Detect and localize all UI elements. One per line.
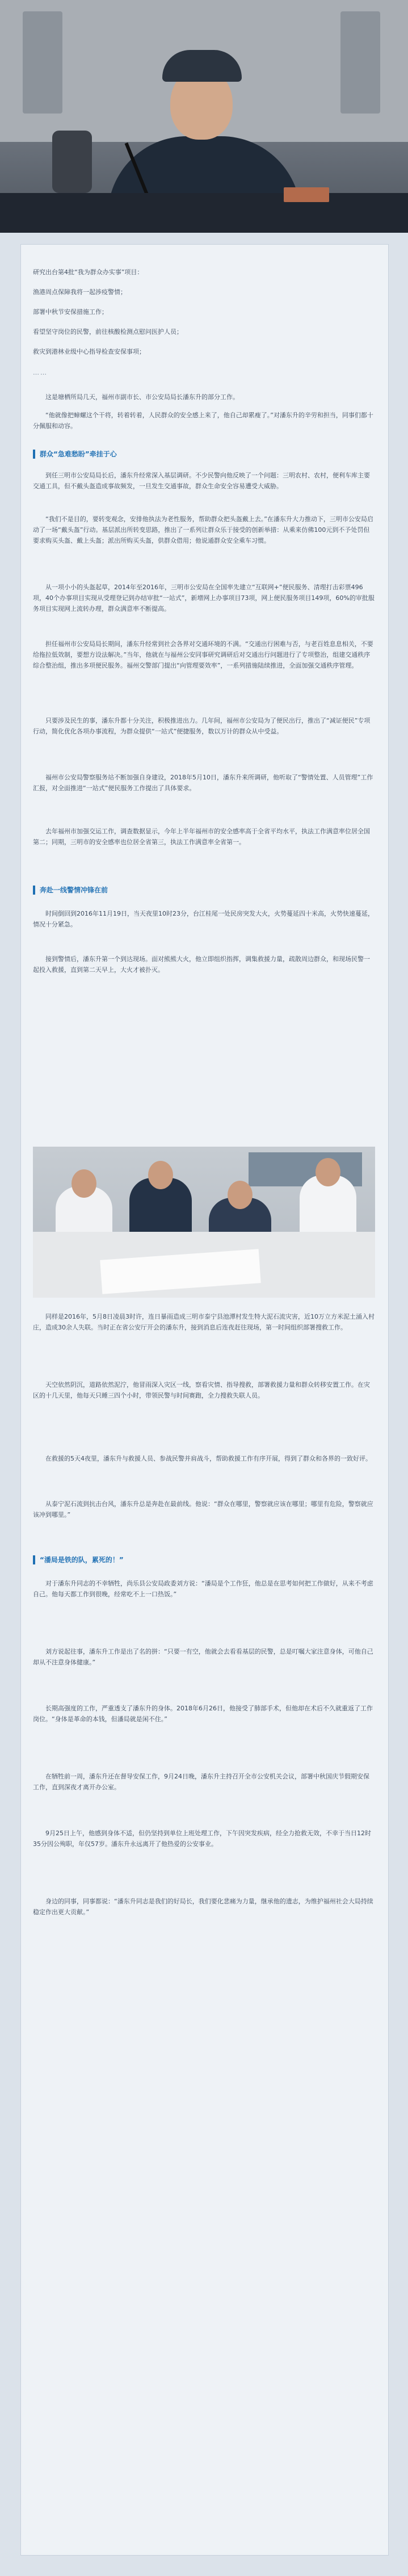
photo-head-3 xyxy=(228,1181,253,1209)
paragraph-b1: 到任三明市公安局局长后，潘东升经常深入基层调研。不少民警向他反映了一个问题：三明农村、农村，便利车库主要交通工具，但不戴头盔造成事故频发，一旦发生交通事故，群众生命安全容易遭受大威胁。 xyxy=(33,472,370,490)
ellipsis-divider: …… xyxy=(33,369,48,376)
photo-head-4 xyxy=(316,1158,340,1186)
paragraph-e3: 长期高强度的工作，严重透支了潘东升的身体。2018年6月26日，他接受了肺部手术，但他却在术后不久就重返了工作岗位。“身体是革命的本钱，但潘局就是闲不住。” xyxy=(33,1705,373,1723)
paragraph-a2: “他就像把蟑螺这个干将，转着转着，人民群众的安全感上来了，他自己却累瘦了。”对潘东升的辛劳和担当，同事们都十分佩服和动容。 xyxy=(33,412,373,430)
intro-item-1: 研究出台第4批“我为群众办实事”项目： xyxy=(33,268,144,276)
paragraph-b7: 去年福州市加强交运工作，调查数据显示，今年上半年福州市的安全感率高于全省平均水平，执法工作满意率位居全国第二；同期，三明市的安全感率也位居全省第三，执法工作满意率全省第一。 xyxy=(33,828,370,846)
paragraph-c1: 时间倒回到2016年11月19日，当天夜里10时23分，台江桂尾一处民房突发大火，火势蔓延四十米高，火势快速蔓延，情况十分紧急。 xyxy=(33,910,374,928)
hero-flag-left xyxy=(23,11,62,114)
paragraph-b5: 只要涉及民生的事，潘东升都十分关注，积极推进出力。几年间，福州市公安局为了便民出行，推出了“减证便民”专项行动，简化优化各项办事流程，为群众提供“一站式”便捷服务，数以万计的群众从中受益。 xyxy=(33,717,371,735)
hero-nameplate xyxy=(284,187,329,202)
paragraph-e2: 刘方说起往事，潘东升工作是出了名的拼：“只要一有空，他就会去看看基层的民警，总是叮嘱大家注意身体，可他自己却从不注意身体健康。” xyxy=(33,1648,373,1666)
hero-person-cap xyxy=(162,50,242,82)
paragraph-e1: 对于潘东升同志的不幸牺牲，尚乐县公安局政委刘方说：“潘局是个工作狂，他总是在思考如何把工作做好，从来不考虑自己。他每天都工作到很晚，经常吃不上一口热饭。” xyxy=(33,1580,373,1598)
section-title-1: 群众“急难愁盼”牵挂于心 xyxy=(33,450,117,459)
hero-photo xyxy=(0,0,408,233)
hero-chair xyxy=(52,131,92,193)
paragraph-e5: 9月25日上午，他感到身体不适，但仍坚持到单位上班处理工作，下午因突发疾病，经全力抢救无效，不幸于当日12时35分因公殉职，年仅57岁。潘东升永远离开了他热爱的公安事业。 xyxy=(33,1830,371,1848)
paragraph-c2: 接到警情后，潘东升第一个到达现场。面对熊熊大火，他立即组织指挥，调集救援力量，疏散周边群众，和现场民警一起投入救援，直到第二天早上，大火才被扑灭。 xyxy=(33,955,370,974)
photo-head-1 xyxy=(71,1169,96,1198)
paragraph-d3: 在救援的5天4夜里，潘东升与救援人员、参战民警并肩战斗，帮助救援工作有序开展，得到了群众和各界的一致好评。 xyxy=(45,1455,372,1462)
paragraph-d1: 同样是2016年，5月8日凌晨3时许，连日暴雨造成三明市泰宁县池潭村发生特大泥石流灾害，近10万立方米泥土涌入村庄，造成30余人失联。当时正在省公安厅开会的潘东升，接到消息后连夜赶往现场，第一时间组织部署搜救工作。 xyxy=(33,1313,375,1331)
paragraph-b3: 从一项小小的头盔起草，2014年至2016年，三明市公安局在全国率先建立“互联网+”便民服务、清理打击彩票496项，40个办事项目实现从受理登记到办结审批“一站式”，新增网上办事项目73项，网上便民服务项目149项，60%的审批服务项目实现网上流转办理，群众满意率不断提高。 xyxy=(33,584,375,612)
section-title-2: 奔赴一线警情冲锋在前 xyxy=(33,886,108,895)
section-title-3: “潘局是铁的队，累死的！” xyxy=(33,1555,124,1564)
paragraph-b2: “我们不是目的，要转变观念，安排他执法为老性服务，帮助群众把头盔戴上去。”在潘东升大力推动下，三明市公安局启动了一场“戴头盔”行动。基层派出所转变思路，推出了一系列让群众乐于接受的创新举措：从乘来仿佛100元到不予处罚但要求购买头盔、戴上头盔；派出所购买头盔，供群众借用；他说通群众安全乘车习惯。 xyxy=(33,515,373,544)
intro-item-3: 部署中秋节安保措施工作； xyxy=(33,308,108,316)
photo-head-2 xyxy=(148,1161,173,1189)
hero-flag-right xyxy=(340,11,380,114)
hero-table xyxy=(0,193,408,233)
paragraph-b4: 担任福州市公安局局长期间，潘东升经常到社会各界对交通环境的不满。“交通出行困难与否，与老百姓息息相关，不要给拖拉低效制，要想方设法解决。”当年，他就在与福州公安同事研究调研后对交通出行问题进行了专项整治，组建交通秩序综合整治组，推出多项便民服务。福州交警部门提出“向管理要效率”，一系列措施陆续推进，全面加强交通秩序管理。 xyxy=(33,640,373,669)
intro-item-4: 看望坚守岗位的民警，前往核酸检测点慰问医护人员； xyxy=(33,328,183,335)
intro-item-2: 渔港周点保障我将一起涉疫警情； xyxy=(33,288,127,296)
paragraph-e6: 身边的同事，同事都说：“潘东升同志是我们的好局长，我们要化悲痛为力量，继承他的遗志，为维护福州社会大局持续稳定作出更大贡献。” xyxy=(33,1898,373,1916)
paragraph-a1: 这是塘栖所局几天，福州市副市长、市公安局局长潘东升的部分工作。 xyxy=(45,393,239,401)
intro-item-5: 救灾到港林业级中心指导检查安保事项； xyxy=(33,348,145,355)
paragraph-d2: 天空依然阴沉，道路依然泥泞，他冒雨深入灾区一线，察看灾情、指导搜救，部署救援力量和群众转移安置工作。在灾区的十几天里，他每天只睡三四个小时，带领民警与时间赛跑，全力搜救失联人员。 xyxy=(33,1381,370,1399)
paragraph-d4: 从泰宁泥石流到抗击台风，潘东升总是奔赴在最前线。他说：“群众在哪里，警察就应该在哪里；哪里有危险，警察就应该冲到哪里。” xyxy=(33,1500,373,1518)
paragraph-b6: 福州市公安局警察服务站不断加强自身建设，2018年5月10日，潘东升来所调研，他听取了“警情处置、人员管理”工作汇报，对全面推进“一站式”便民服务工作提出了具体要求。 xyxy=(33,774,373,792)
paragraph-e4: 在牺牲前一周，潘东升还在督导安保工作，9月24日晚，潘东升主持召开全市公安机关会议，部署中秋国庆节假期安保工作，直到深夜才离开办公室。 xyxy=(33,1773,369,1791)
meeting-photo xyxy=(33,1147,375,1298)
